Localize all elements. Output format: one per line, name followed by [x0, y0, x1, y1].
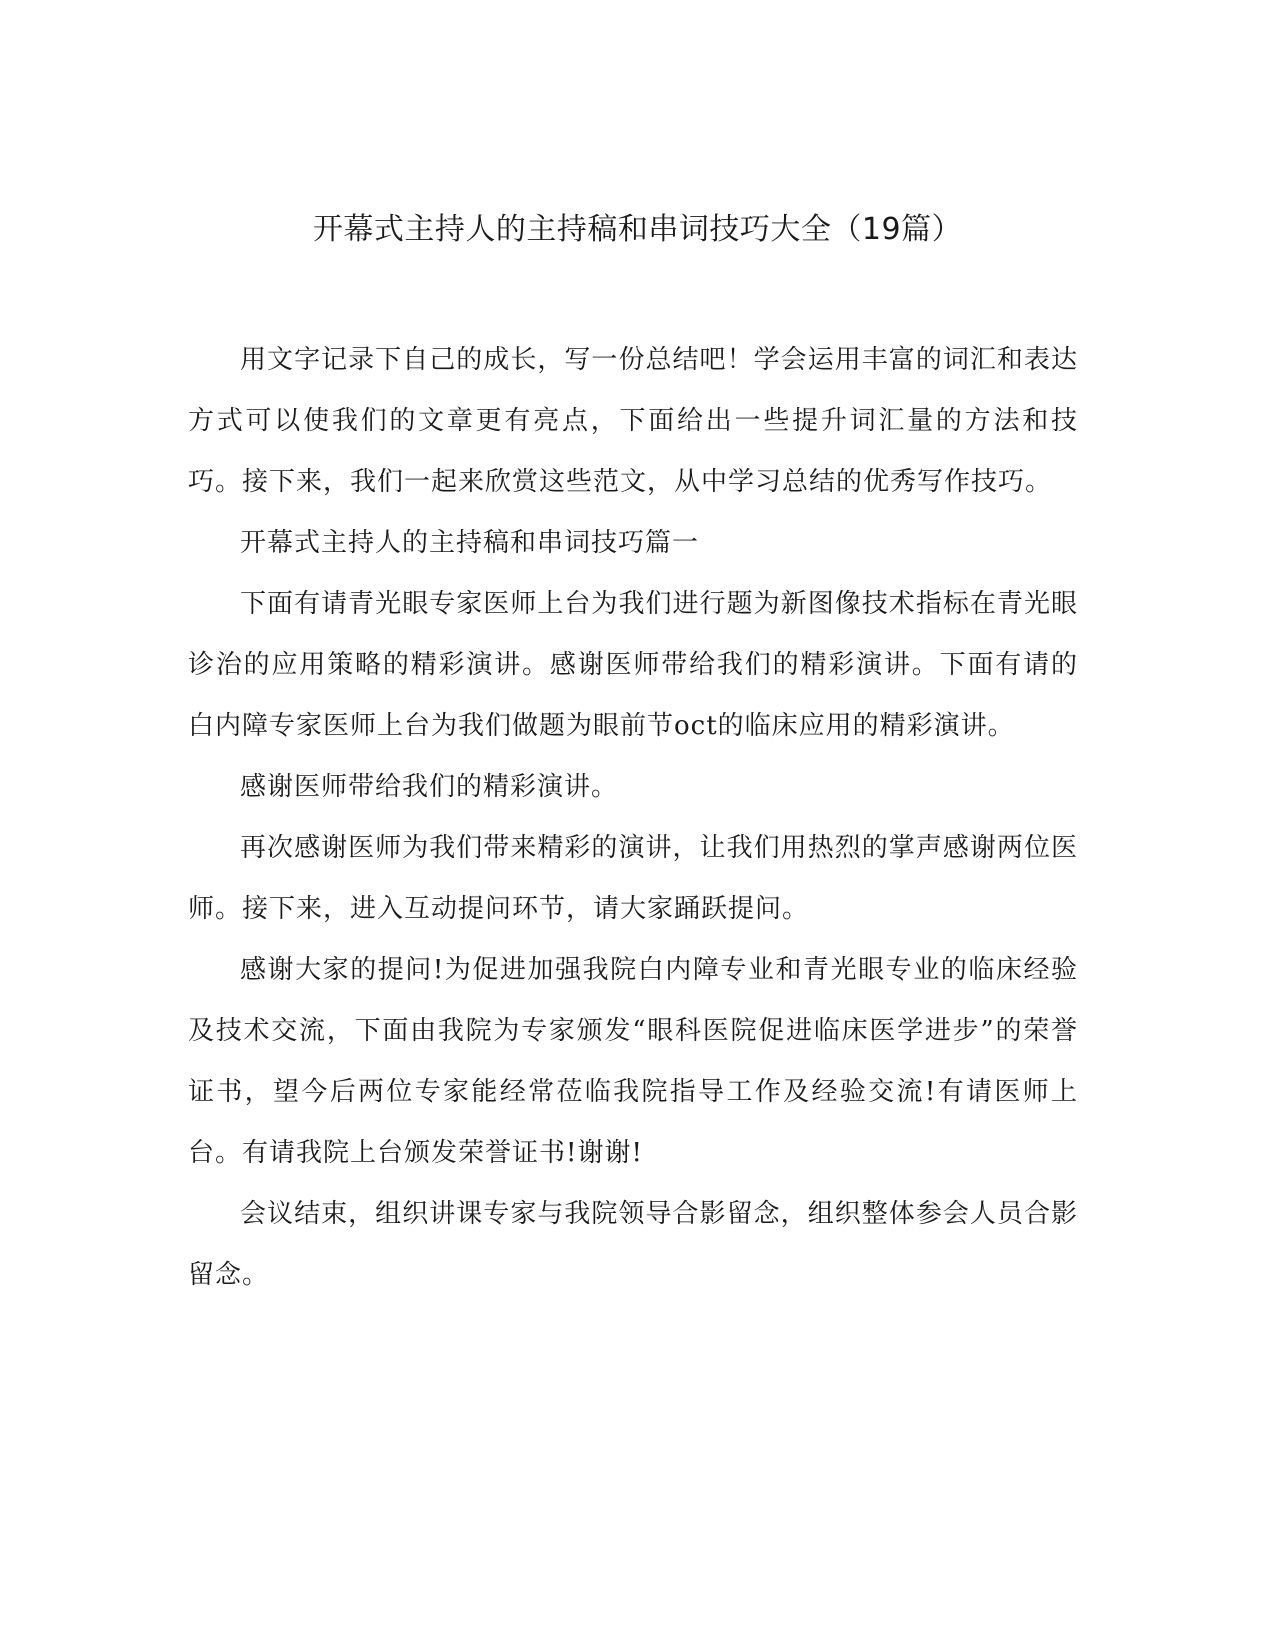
intro-paragraph: 用文字记录下自己的成长，写一份总结吧！学会运用丰富的词汇和表达方式可以使我们的文章更有亮点，下面给出一些提升词汇量的方法和技巧。接下来，我们一起来欣赏这些范文，从中学习总结的优秀写作技巧。 [188, 345, 1078, 497]
body-paragraph: 感谢医师带给我们的精彩演讲。 [240, 772, 619, 802]
body-paragraph: 会议结束，组织讲课专家与我院领导合影留念，组织整体参会人员合影留念。 [188, 1199, 1078, 1290]
body-paragraph: 下面有请青光眼专家医师上台为我们进行题为新图像技术指标在青光眼诊治的应用策略的精彩演讲。感谢医师带给我们的精彩演讲。下面有请的白内障专家医师上台为我们做题为眼前节oct的临床应用的精彩演讲。 [188, 589, 1078, 741]
document-title: 开幕式主持人的主持稿和串词技巧大全（19篇） [312, 212, 963, 247]
section-heading: 开幕式主持人的主持稿和串词技巧篇一 [240, 528, 700, 558]
body-paragraph: 再次感谢医师为我们带来精彩的演讲，让我们用热烈的掌声感谢两位医师。接下来，进入互动提问环节，请大家踊跃提问。 [188, 833, 1078, 924]
body-paragraph: 感谢大家的提问!为促进加强我院白内障专业和青光眼专业的临床经验及技术交流，下面由我院为专家颁发“眼科医院促进临床医学进步”的荣誉证书，望今后两位专家能经常莅临我院指导工作及经验交流!有请医师上台。有请我院上台颁发荣誉证书!谢谢! [188, 955, 1078, 1168]
document-body [188, 330, 1078, 1306]
